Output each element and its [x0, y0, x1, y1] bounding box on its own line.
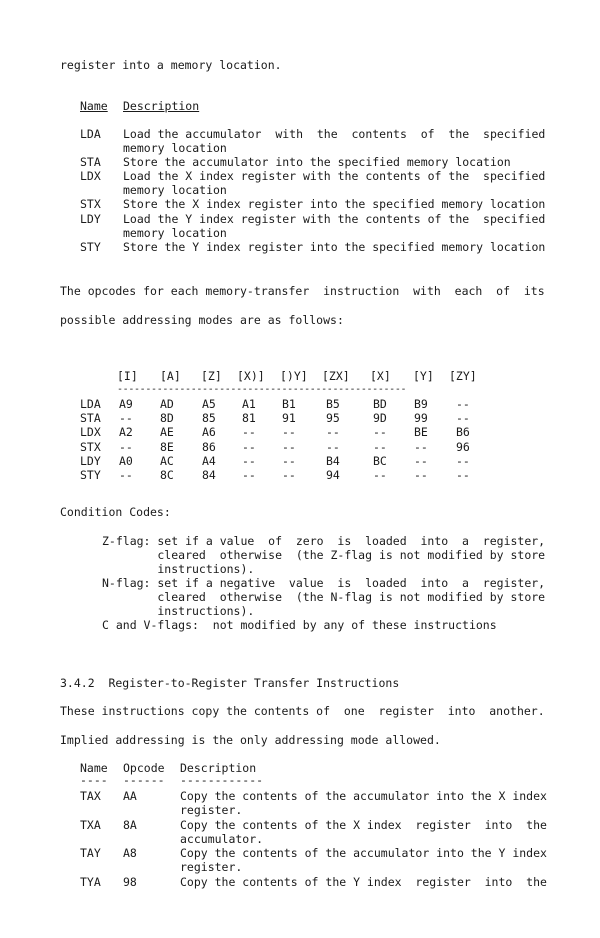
opcode-cell: B4 — [326, 453, 340, 468]
nflag-line: cleared otherwise (the N-flag is not modified by store — [102, 590, 546, 604]
zflag-line: instructions). — [102, 562, 255, 576]
table2-row-desc: Copy the contents of the X index register into the — [180, 818, 547, 832]
opcode-cell: 96 — [456, 439, 470, 454]
opcode-table-column-header: [)Y] — [280, 369, 308, 383]
intro-line: register into a memory location. — [60, 58, 282, 72]
table1-row-name: STY — [80, 240, 101, 254]
opcode-cell: -- — [326, 425, 340, 440]
table2-header-name: Name — [80, 761, 108, 775]
opcode-cell: AE — [160, 425, 174, 440]
opcodes-paragraph-line: The opcodes for each memory-transfer instruction with each of its — [60, 284, 545, 298]
table1-row-name: LDX — [80, 169, 101, 183]
table1-row-desc: Store the X index register into the specified memory location — [123, 197, 546, 211]
table2-rule-description: ------------ — [180, 773, 264, 787]
opcode-cell: B9 — [414, 397, 428, 411]
table2-row-desc: accumulator. — [180, 832, 264, 846]
opcode-cell: 95 — [326, 411, 340, 426]
table2-header-description: Description — [180, 761, 257, 775]
opcode-cell: AC — [160, 453, 174, 468]
table1-header-name: Name — [80, 99, 108, 113]
opcode-cell: -- — [456, 397, 470, 411]
opcodes-paragraph-line: possible addressing modes are as follows: — [60, 313, 344, 327]
opcode-cell: -- — [282, 453, 296, 468]
opcode-cell: 94 — [326, 468, 340, 482]
opcode-cell: A1 — [242, 397, 256, 411]
opcode-table-row-name: STA — [80, 411, 101, 426]
table2-row-name: TAX — [80, 789, 101, 803]
opcode-table-column-header: [ZY] — [449, 369, 477, 383]
opcode-table-column-header: [I] — [117, 369, 138, 383]
opcode-cell: 85 — [202, 411, 216, 426]
opcode-cell: 9D — [373, 411, 387, 426]
opcode-table-row-name: LDA — [80, 397, 101, 411]
condition-codes-title: Condition Codes: — [60, 505, 171, 519]
opcode-cell: 91 — [282, 411, 296, 426]
nflag-line: instructions). — [102, 604, 255, 618]
opcode-cell: -- — [456, 468, 470, 482]
opcode-cell: -- — [326, 439, 340, 454]
opcode-table-column-header: [ZX] — [322, 369, 350, 383]
table1-row-name: STA — [80, 155, 101, 169]
table2-row-desc: register. — [180, 803, 243, 817]
opcode-cell: 8E — [160, 439, 174, 454]
table1-row-desc: Load the accumulator with the contents of the specified — [123, 127, 546, 141]
opcode-cell: -- — [414, 468, 428, 482]
opcode-cell: -- — [119, 439, 133, 454]
table2-rule-name: ---- — [80, 773, 108, 787]
table2-row-desc: Copy the contents of the accumulator into the Y index — [180, 846, 547, 860]
table2-header-opcode: Opcode — [123, 761, 165, 775]
table1-row-desc: Load the X index register with the contents of the specified — [123, 169, 546, 183]
table1-row-name: STX — [80, 197, 101, 211]
opcode-cell: -- — [119, 411, 133, 426]
opcode-cell: A9 — [119, 397, 133, 411]
table2-rule-opcode: ------ — [123, 773, 165, 787]
opcode-cell: BE — [414, 425, 428, 440]
table1-row-desc: memory location — [123, 226, 227, 240]
opcode-cell: B1 — [282, 397, 296, 411]
table2-row-opcode: A8 — [123, 846, 137, 860]
opcode-cell: -- — [119, 468, 133, 482]
opcode-cell: -- — [373, 425, 387, 440]
table2-row-name: TYA — [80, 875, 101, 889]
section-heading: 3.4.2 Register-to-Register Transfer Instructions — [60, 676, 400, 690]
zflag-line: cleared otherwise (the Z-flag is not modified by store — [102, 548, 546, 562]
opcode-cell: -- — [456, 411, 470, 426]
zflag-line: Z-flag: set if a value of zero is loaded into a register, — [102, 534, 546, 548]
opcode-cell: -- — [282, 468, 296, 482]
opcode-cell: 86 — [202, 439, 216, 454]
opcode-cell: -- — [373, 468, 387, 482]
opcode-cell: 99 — [414, 411, 428, 426]
opcode-cell: -- — [242, 468, 256, 482]
table2-row-desc: Copy the contents of the Y index register into the — [180, 875, 547, 889]
table1-row-desc: Load the Y index register with the contents of the specified — [123, 212, 546, 226]
opcode-cell: A4 — [202, 453, 216, 468]
opcode-cell: -- — [456, 453, 470, 468]
opcode-cell: 8D — [160, 411, 174, 426]
opcode-table-column-header: [Z] — [201, 369, 222, 383]
table2-row-opcode: 8A — [123, 818, 137, 832]
opcode-table-row-name: STX — [80, 439, 101, 454]
table2-row-name: TXA — [80, 818, 101, 832]
opcode-cell: -- — [242, 439, 256, 454]
opcode-table-row-name: LDY — [80, 453, 101, 468]
nflag-line: N-flag: set if a negative value is loaded into a register, — [102, 576, 546, 590]
table1-row-desc: memory location — [123, 141, 227, 155]
opcode-cell: BC — [373, 453, 387, 468]
section-paragraph-line: Implied addressing is the only addressing mode allowed. — [60, 733, 441, 747]
table1-row-desc: memory location — [123, 183, 227, 197]
cvflag-description: C and V-flags: not modified by any of these instructions — [102, 618, 497, 632]
opcode-cell: AD — [160, 397, 174, 411]
opcode-cell: BD — [373, 397, 387, 411]
table2-row-desc: Copy the contents of the accumulator into the X index — [180, 789, 547, 803]
opcode-cell: A5 — [202, 397, 216, 411]
table1-row-name: LDY — [80, 212, 101, 226]
table2-row-desc: register. — [180, 860, 243, 874]
opcode-cell: B5 — [326, 397, 340, 411]
opcode-table-column-header: [A] — [160, 369, 181, 383]
table1-row-desc: Store the accumulator into the specified memory location — [123, 155, 511, 169]
opcode-cell: 84 — [202, 468, 216, 482]
opcode-table-column-header: [X] — [370, 369, 391, 383]
opcode-cell: -- — [414, 453, 428, 468]
opcode-cell: -- — [414, 439, 428, 454]
opcode-cell: -- — [373, 439, 387, 454]
opcode-table-column-header: [Y] — [413, 369, 434, 383]
section-paragraph-line: These instructions copy the contents of one register into another. — [60, 704, 545, 718]
table1-row-desc: Store the Y index register into the specified memory location — [123, 240, 546, 254]
opcode-cell: -- — [282, 425, 296, 440]
opcode-cell: -- — [242, 425, 256, 440]
table2-row-opcode: AA — [123, 789, 137, 803]
opcode-cell: A6 — [202, 425, 216, 440]
opcode-cell: B6 — [456, 425, 470, 440]
opcode-cell: 8C — [160, 468, 174, 482]
table2-row-opcode: 98 — [123, 875, 137, 889]
opcode-table-row-name: STY — [80, 468, 101, 482]
opcode-cell: A0 — [119, 453, 133, 468]
opcode-cell: -- — [242, 453, 256, 468]
table1-row-name: LDA — [80, 127, 101, 141]
table1-header-description: Description — [123, 99, 200, 113]
opcode-table-column-header: [X)] — [237, 369, 265, 383]
opcode-table-row-name: LDX — [80, 425, 101, 440]
opcode-cell: 81 — [242, 411, 256, 426]
opcode-cell: A2 — [119, 425, 133, 440]
opcode-cell: -- — [282, 439, 296, 454]
opcode-table-rule: --------------------------------------------------- — [117, 384, 407, 395]
table2-row-name: TAY — [80, 846, 101, 860]
